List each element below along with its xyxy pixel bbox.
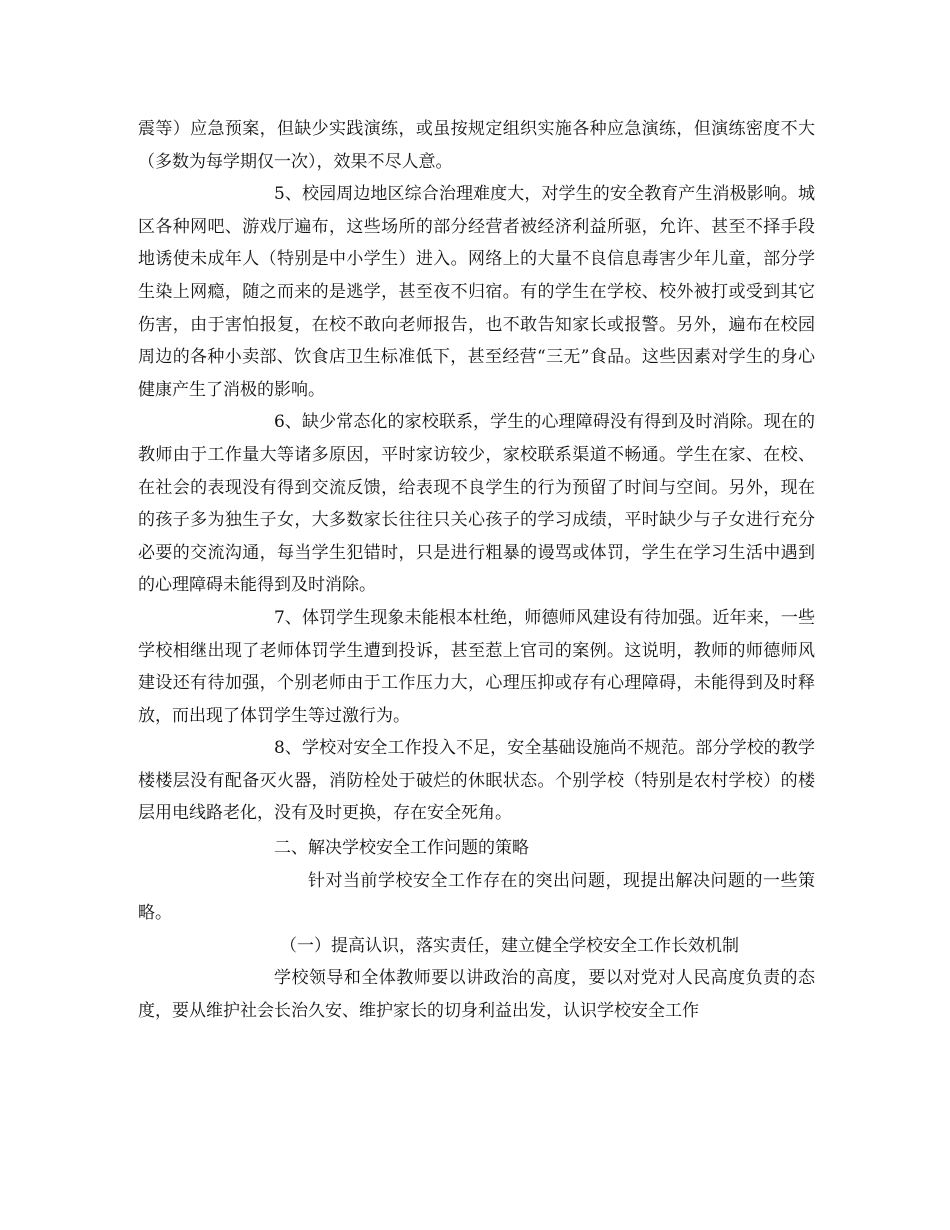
paragraph-item-7: 7、体罚学生现象未能根本杜绝，师德师风建设有待加强。近年来，一些学校相继出现了老师体罚学生遭到投诉，甚至惹上官司的案例。这说明，教师的师德师风建设还有待加强，个别老师由于工作压力大，心理压抑或存有心理障碍，未能得到及时释放，而出现了体罚学生等过激行为。 [138, 607, 815, 726]
paragraph-drill-continuation: 震等）应急预案，但缺少实践演练，或虽按规定组织实施各种应急演练，但演练密度不大（多数为每学期仅一次），效果不尽人意。 [138, 119, 815, 172]
paragraph-item-8: 8、学校对安全工作投入不足，安全基础设施尚不规范。部分学校的教学楼楼层没有配备灭火器，消防栓处于破烂的休眠状态。个别学校（特别是农村学校）的楼层用电线路老化，没有及时更换，存在安全死角。 [138, 738, 815, 824]
document-page [138, 113, 815, 1028]
paragraph-strategy-intro: 针对当前学校安全工作存在的突出问题，现提出解决问题的一些策略。 [138, 870, 815, 924]
paragraph-item-5: 5、校园周边地区综合治理难度大，对学生的安全教育产生消极影响。城区各种网吧、游戏厅遍布，这些场所的部分经营者被经济利益所驱，允许、甚至不择手段地诱使未成年人（特别是中小学生）进入。网络上的大量不良信息毒害少年儿童，部分学生染上网瘾，随之而来的是逃学，甚至夜不归宿。有的学生在学校、校外被打或受到其它伤害，由于害怕报复，在校不敢向老师报告，也不敢告知家长或报警。另外，遍布在校园周边的各种小卖部、饮食店卫生标准低下，甚至经营“三无”食品。这些因素对学生的身心健康产生了消极的影响。 [138, 184, 815, 400]
paragraph-leadership: 学校领导和全体教师要以讲政治的高度，要以对党对人民高度负责的态度，要从维护社会长治久安、维护家长的切身利益出发，认识学校安全工作 [138, 968, 815, 1022]
subsection-heading-1: （一）提高认识，落实责任，建立健全学校安全工作长效机制 [280, 935, 739, 956]
paragraph-item-6: 6、缺少常态化的家校联系，学生的心理障碍没有得到及时消除。现在的教师由于工作量大等诸多原因，平时家访较少，家校联系渠道不畅通。学生在家、在校、在社会的表现没有得到交流反馈，给表现不良学生的行为预留了时间与空间。另外，现在的孩子多为独生子女，大多数家长往往只关心孩子的学习成绩，平时缺少与子女进行充分必要的交流沟通，每当学生犯错时，只是进行粗暴的谩骂或体罚，学生在学习生活中遇到的心理障碍未能得到及时消除。 [138, 412, 815, 596]
section-heading-2: 二、解决学校安全工作问题的策略 [274, 838, 529, 859]
